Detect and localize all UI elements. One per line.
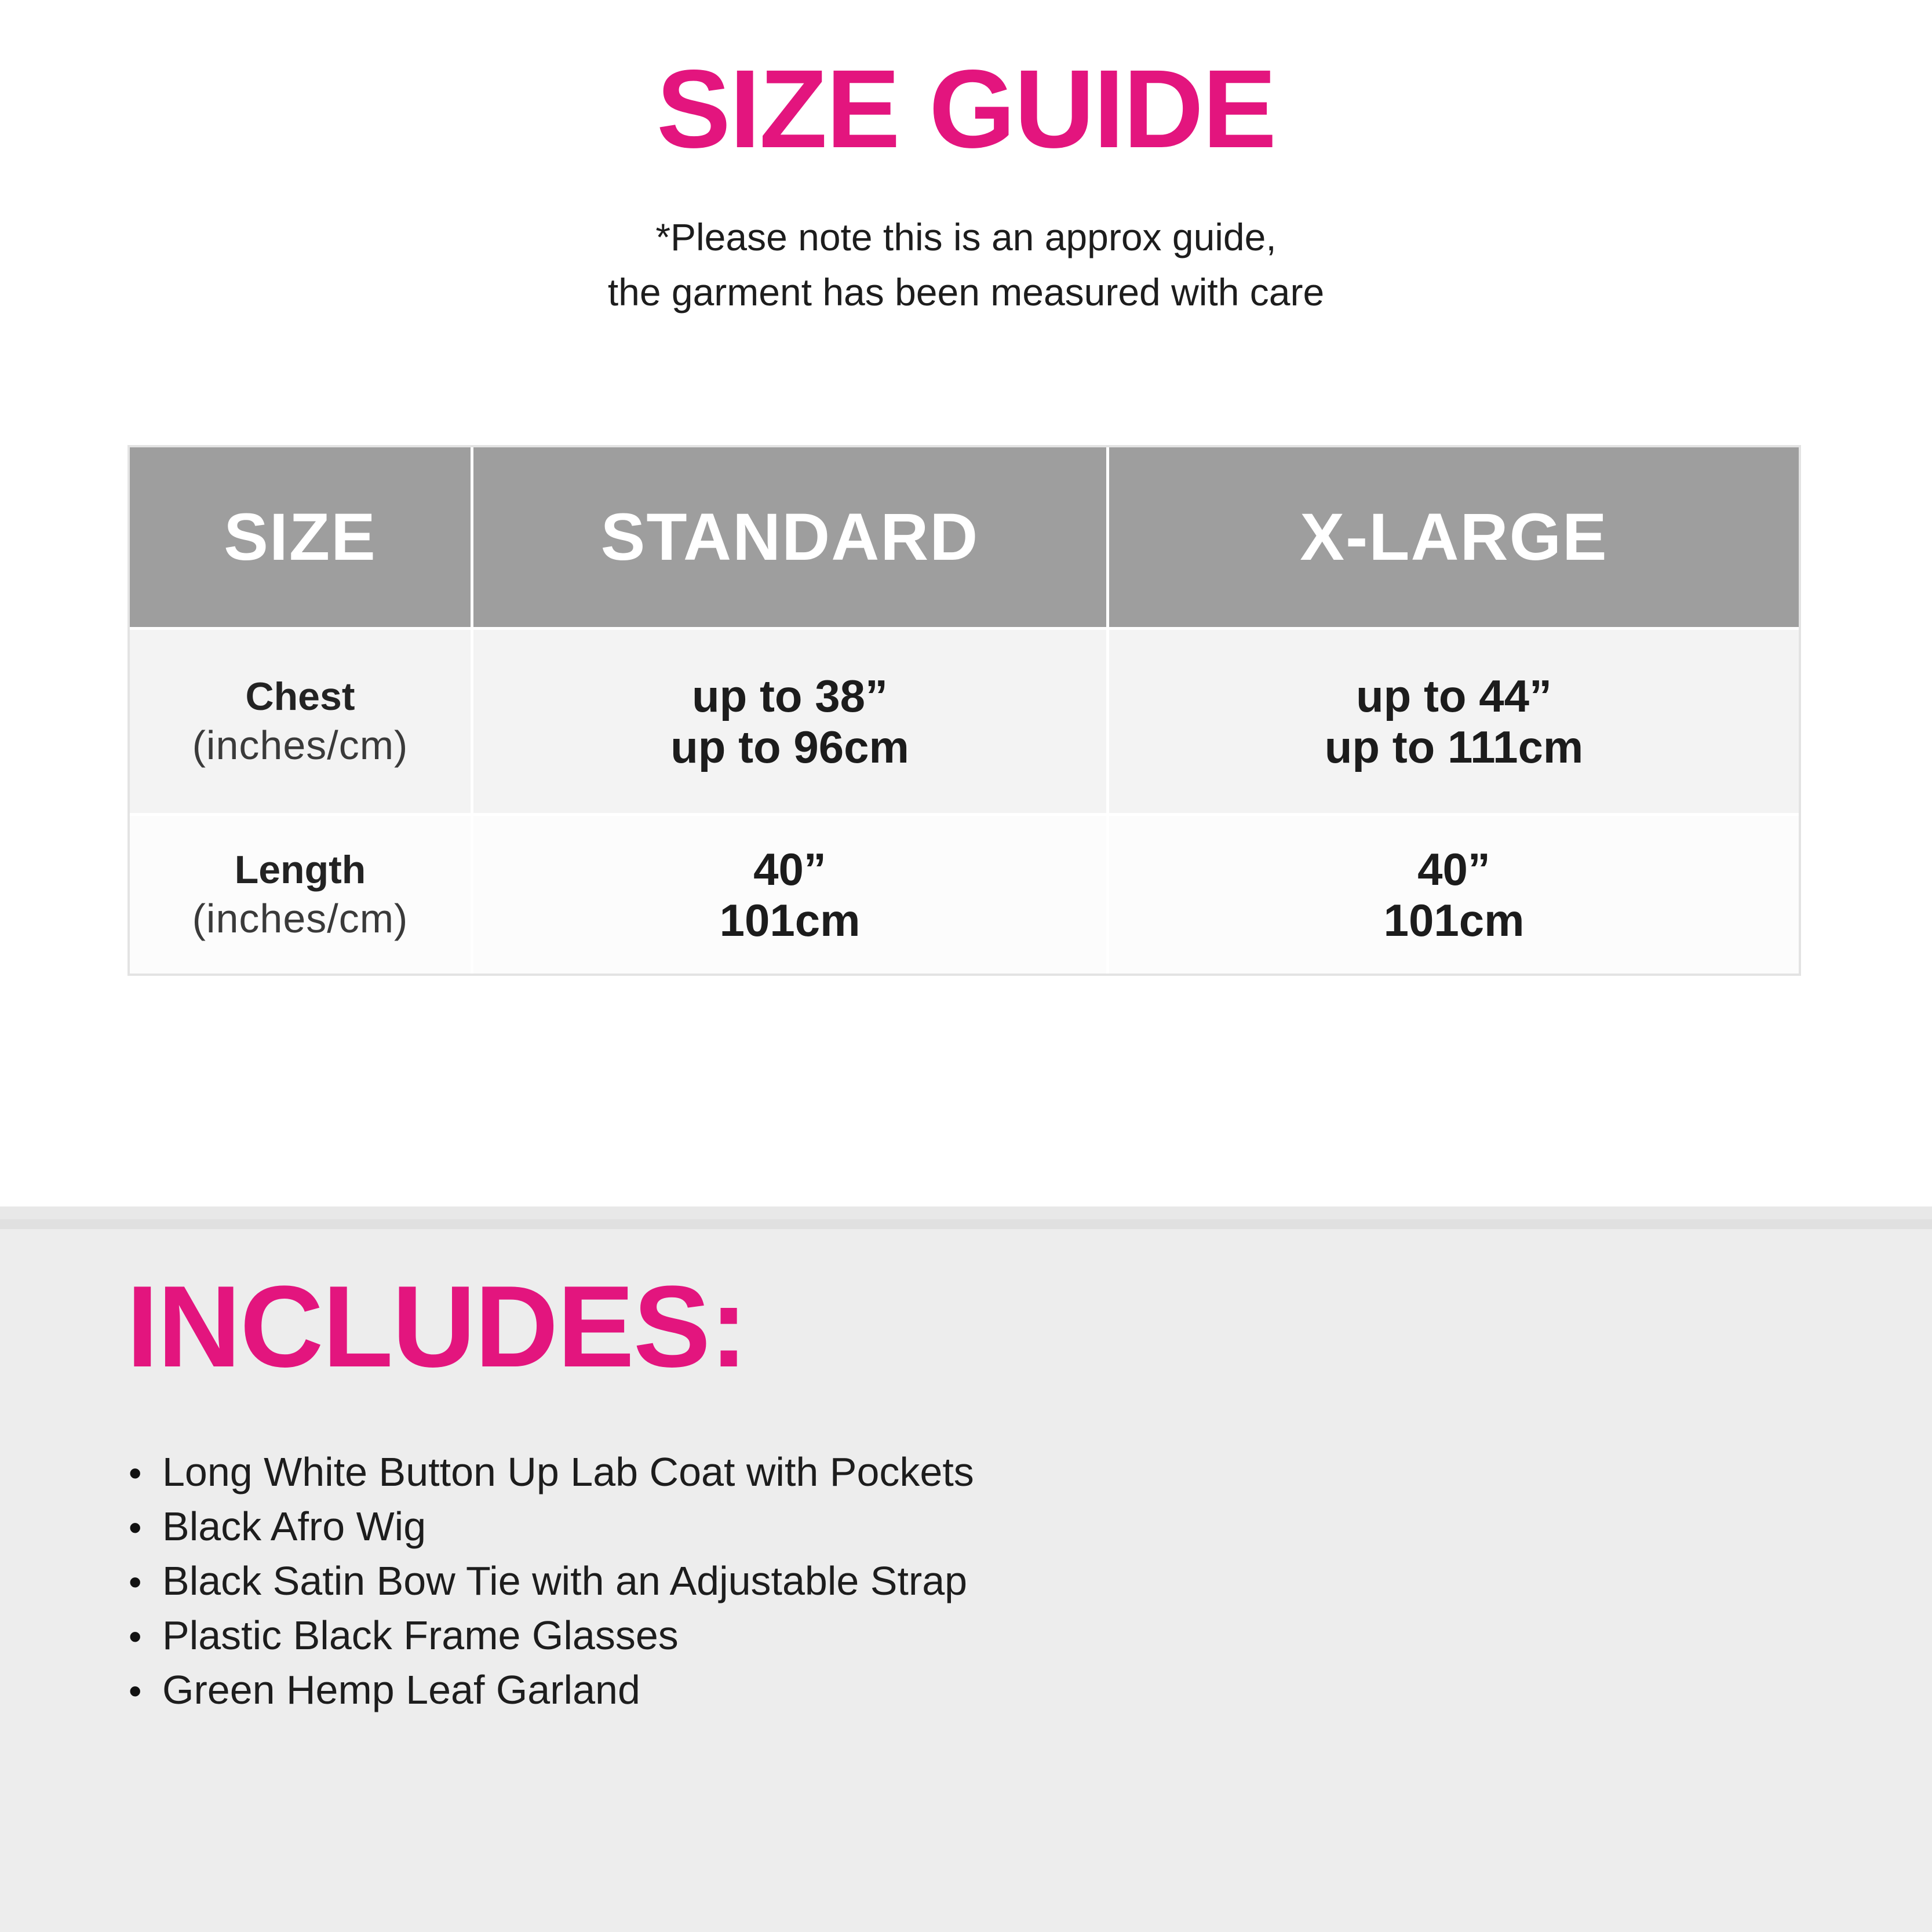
length-xlarge-cell [1109, 816, 1799, 974]
chest-xlarge-inches: up to 44” [1355, 670, 1552, 721]
length-standard-inches: 40” [753, 843, 826, 895]
includes-item-afro-wig: Black Afro Wig [162, 1504, 427, 1549]
chest-standard-cm: up to 96cm [670, 721, 909, 772]
size-table-header-standard: STANDARD [473, 447, 1106, 627]
list-item [129, 1663, 974, 1718]
bullet-icon: • [129, 1452, 142, 1494]
list-item [129, 1445, 974, 1500]
includes-item-bow-tie: Black Satin Bow Tie with an Adjustable Strap [162, 1558, 968, 1603]
length-standard-cell [473, 816, 1106, 974]
includes-list [129, 1445, 974, 1718]
chest-xlarge-cm: up to 111cm [1324, 721, 1584, 772]
section-divider-band-light [0, 1206, 1932, 1219]
bullet-icon: • [129, 1507, 142, 1548]
includes-section [0, 1206, 1932, 1932]
size-table-header-size: SIZE [130, 447, 471, 627]
includes-item-garland: Green Hemp Leaf Garland [162, 1667, 640, 1712]
approx-note-line1: *Please note this is an approx guide, [655, 216, 1277, 258]
chest-xlarge-cell [1109, 630, 1799, 813]
includes-heading: INCLUDES: [126, 1262, 747, 1391]
length-units: (inches/cm) [192, 895, 409, 941]
approx-note-line2: the garment has been measured with care [607, 271, 1325, 314]
approx-note [0, 210, 1932, 320]
length-xlarge-inches: 40” [1417, 843, 1490, 895]
list-item [129, 1554, 974, 1609]
list-item [129, 1609, 974, 1663]
length-xlarge-cm: 101cm [1383, 895, 1525, 946]
size-table-header-xlarge: X-LARGE [1109, 447, 1799, 627]
chest-standard-cell [473, 630, 1106, 813]
includes-item-glasses: Plastic Black Frame Glasses [162, 1613, 679, 1658]
size-table [127, 445, 1801, 976]
section-divider-band-dark [0, 1219, 1932, 1229]
length-standard-cm: 101cm [719, 895, 861, 946]
bullet-icon: • [129, 1561, 142, 1603]
chest-row-label-cell [130, 630, 471, 813]
length-label: Length [234, 847, 366, 892]
bullet-icon: • [129, 1616, 142, 1657]
includes-item-lab-coat: Long White Button Up Lab Coat with Pockets [162, 1449, 974, 1494]
chest-units: (inches/cm) [192, 722, 409, 768]
page-title: SIZE GUIDE [656, 46, 1276, 171]
list-item [129, 1500, 974, 1554]
length-row-label-cell [130, 816, 471, 974]
bullet-icon: • [129, 1670, 142, 1712]
chest-standard-inches: up to 38” [691, 670, 888, 721]
chest-label: Chest [245, 674, 355, 719]
